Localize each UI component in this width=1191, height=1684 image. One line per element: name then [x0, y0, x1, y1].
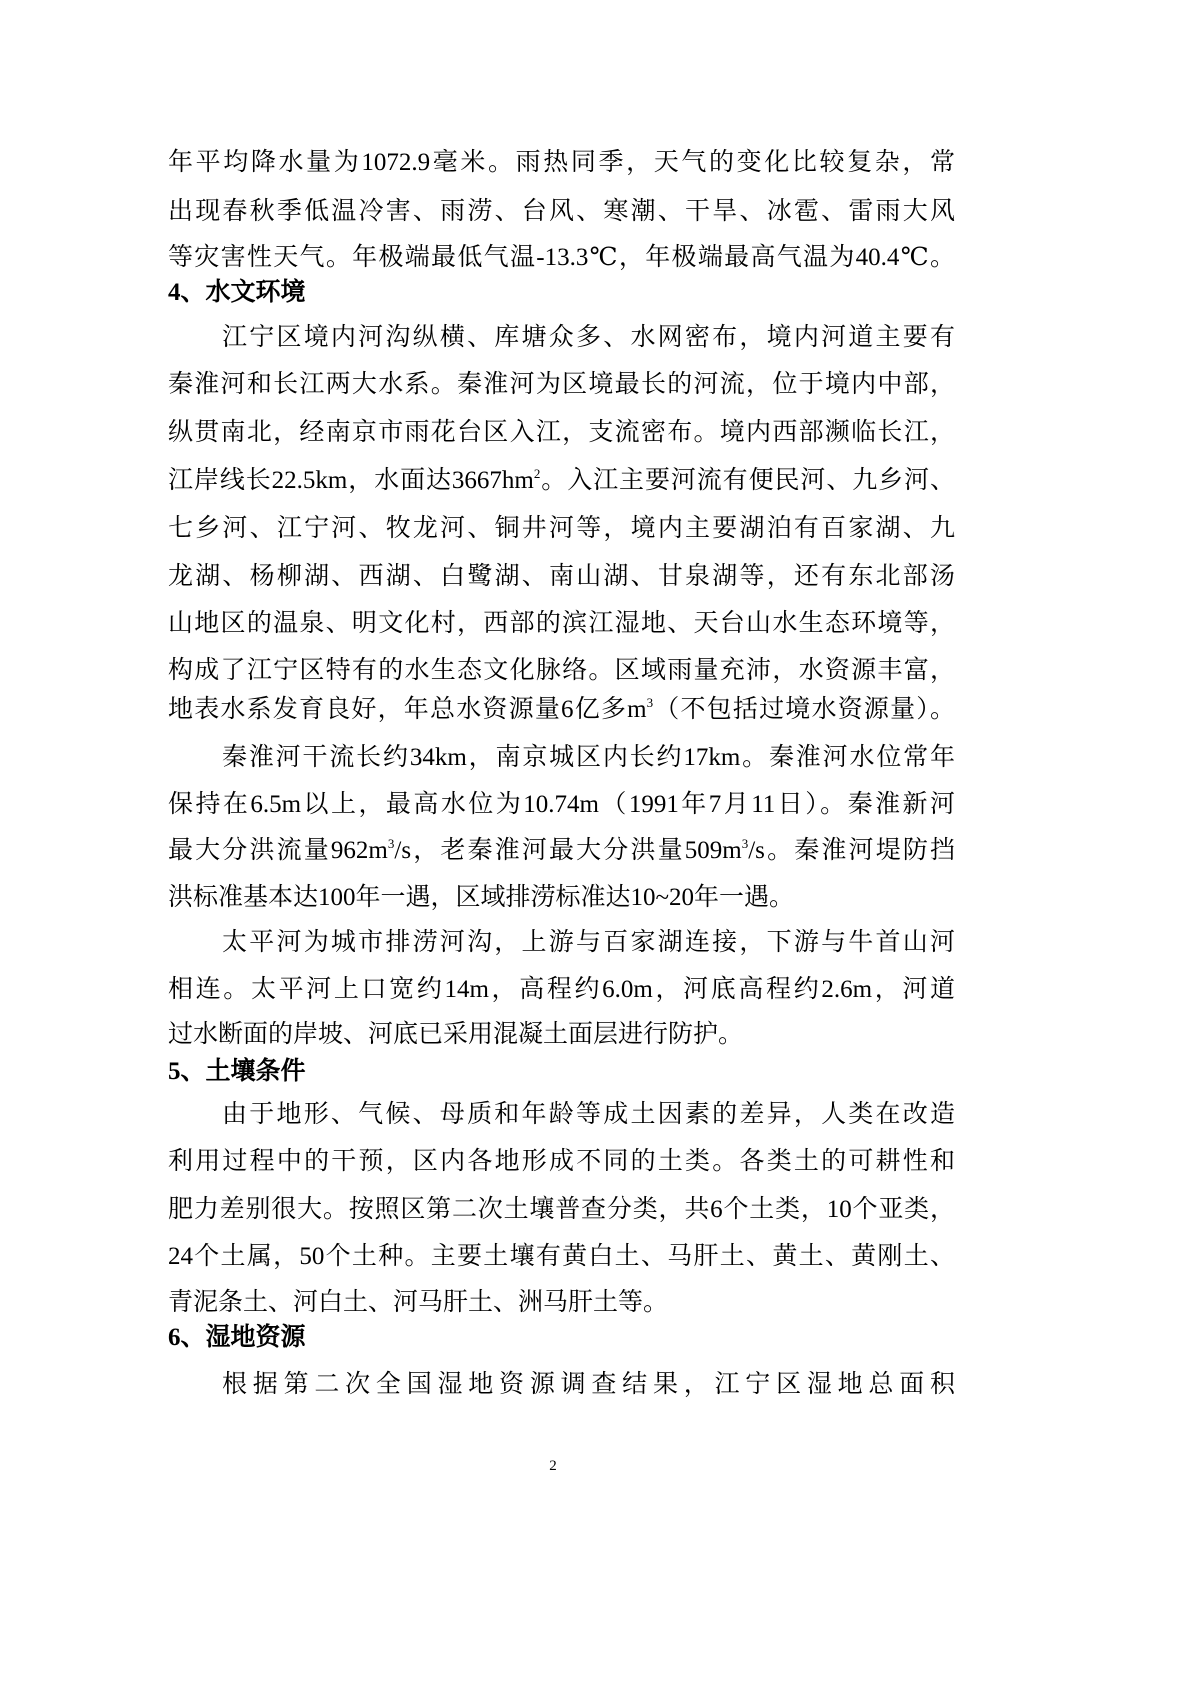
text-segment: （不包括过境水资源量）。	[653, 696, 955, 723]
text-line	[168, 974, 955, 1006]
text-line	[222, 742, 955, 774]
text-segment: 出现春秋季低温冷害、雨涝、台风、寒潮、干旱、冰雹、雷雨大风	[168, 198, 955, 225]
text-segment: 纵贯南北，经南京市雨花台区入江，支流密布。境内西部濒临长江，	[168, 419, 955, 446]
text-segment: 4、水文环境	[168, 279, 306, 306]
text-line	[168, 608, 955, 640]
text-line	[168, 882, 955, 914]
text-segment: 地表水系发育良好，年总水资源量6亿多m	[168, 696, 647, 723]
text-line	[168, 835, 955, 867]
text-segment: 太平河为城市排涝河沟，上游与百家湖连接，下游与牛首山河	[222, 929, 955, 956]
text-line	[168, 513, 955, 545]
text-segment: 七乡河、江宁河、牧龙河、铜井河等，境内主要湖泊有百家湖、九	[168, 515, 955, 542]
superscript: 3	[741, 836, 749, 851]
text-segment: 江岸线长22.5km，水面达3667hm	[168, 467, 534, 494]
text-line	[168, 789, 955, 821]
text-line	[168, 196, 955, 228]
text-line	[222, 927, 955, 959]
text-line	[222, 1099, 955, 1131]
text-line	[168, 1241, 955, 1273]
page-number: 2	[549, 1458, 557, 1474]
text-line	[168, 655, 955, 687]
text-segment: 保持在6.5m以上，最高水位为10.74m（1991年7月11日）。秦淮新河	[168, 791, 955, 818]
text-line	[168, 561, 955, 593]
text-segment: 秦淮河干流长约34km，南京城区内长约17km。秦淮河水位常年	[222, 744, 955, 771]
text-segment: 龙湖、杨柳湖、西湖、白鹭湖、南山湖、甘泉湖等，还有东北部汤	[168, 563, 955, 590]
text-segment: 相连。太平河上口宽约14m，高程约6.0m，河底高程约2.6m，河道	[168, 976, 955, 1003]
text-line	[168, 369, 955, 401]
text-segment: 过水断面的岸坡、河底已采用混凝土面层进行防护。	[168, 1021, 744, 1048]
section-heading	[168, 1056, 306, 1088]
text-segment: 6、湿地资源	[168, 1324, 306, 1351]
text-segment: 由于地形、气候、母质和年龄等成土因素的差异，人类在改造	[222, 1101, 955, 1128]
section-heading	[168, 1322, 306, 1354]
text-line	[168, 1287, 955, 1319]
text-segment: 24个土属，50个土种。主要土壤有黄白土、马肝土、黄土、黄刚土、	[168, 1243, 955, 1270]
text-line	[222, 1369, 955, 1401]
superscript: 2	[533, 466, 541, 481]
text-segment: 最大分洪流量962m	[168, 837, 388, 864]
text-segment: 构成了江宁区特有的水生态文化脉络。区域雨量充沛，水资源丰富，	[168, 657, 955, 684]
text-segment: 根据第二次全国湿地资源调查结果，江宁区湿地总面积	[222, 1371, 955, 1398]
text-line	[168, 465, 955, 497]
text-line	[168, 417, 955, 449]
text-segment: 江宁区境内河沟纵横、库塘众多、水网密布，境内河道主要有	[222, 324, 955, 351]
text-segment: 山地区的温泉、明文化村，西部的滨江湿地、天台山水生态环境等，	[168, 610, 955, 637]
text-line	[168, 147, 955, 179]
text-segment: 肥力差别很大。按照区第二次土壤普查分类，共6个土类，10个亚类，	[168, 1196, 955, 1223]
text-segment: 。入江主要河流有便民河、九乡河、	[540, 467, 955, 494]
text-segment: 等灾害性天气。年极端最低气温-13.3℃，年极端最高气温为40.4℃。	[168, 244, 955, 271]
text-line	[222, 322, 955, 354]
text-segment: 洪标准基本达100年一遇，区域排涝标准达10~20年一遇。	[168, 884, 795, 911]
superscript: 3	[646, 695, 654, 710]
text-line	[168, 1019, 955, 1051]
text-line	[168, 694, 955, 726]
text-line	[168, 1146, 955, 1178]
text-segment: /s。秦淮河堤防挡	[748, 837, 955, 864]
text-line	[168, 242, 955, 274]
section-heading	[168, 277, 306, 309]
text-segment: 秦淮河和长江两大水系。秦淮河为区境最长的河流，位于境内中部，	[168, 371, 955, 398]
text-line	[168, 1194, 955, 1226]
text-segment: /s，老秦淮河最大分洪量509m	[394, 837, 742, 864]
text-segment: 利用过程中的干预，区内各地形成不同的土类。各类土的可耕性和	[168, 1148, 955, 1175]
text-segment: 年平均降水量为1072.9毫米。雨热同季，天气的变化比较复杂，常	[168, 149, 955, 176]
superscript: 3	[387, 836, 395, 851]
text-segment: 5、土壤条件	[168, 1058, 306, 1085]
text-segment: 青泥条土、河白土、河马肝土、洲马肝土等。	[168, 1289, 669, 1316]
